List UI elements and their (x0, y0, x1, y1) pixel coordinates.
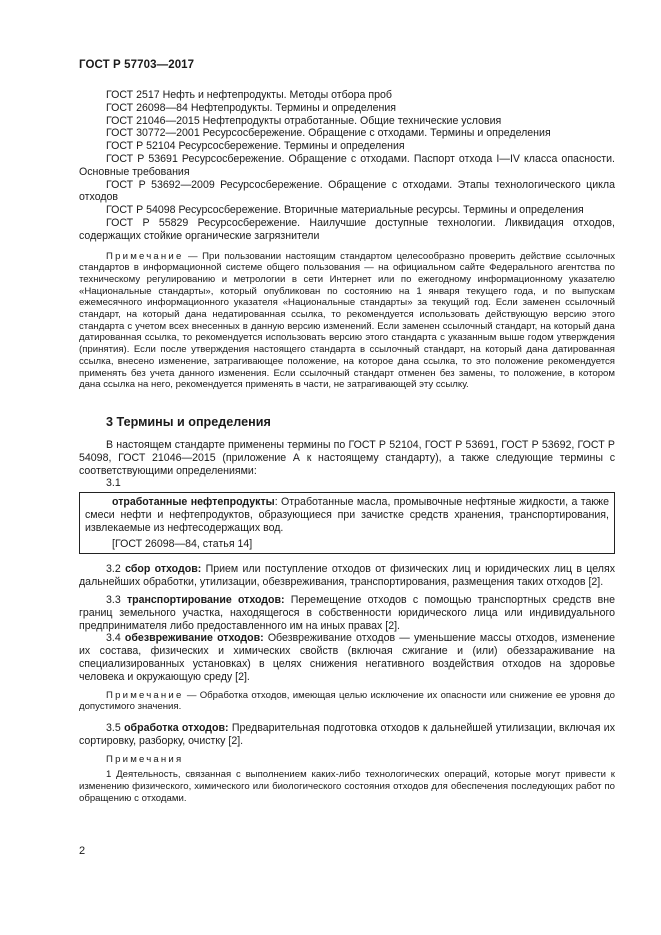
term-name: сбор отходов: (125, 563, 202, 576)
note-item: 1 Деятельность, связанная с выполнением каких-либо технологических операций, которые могут привести к изменению физического, химического или биологического состояния отходов для обеспечения последующих работ по обращению с отходами. (79, 769, 615, 804)
notes-label: Примечания (106, 753, 184, 765)
term-text: Прием или поступление отходов от физических лиц и юридических лиц в целях дальнейших обработки, утилизации, обезвреживания, транспортирования, размещения таких отходов [2]. (79, 563, 615, 589)
page-number: 2 (79, 845, 86, 857)
document-header: ГОСТ Р 57703—2017 (79, 59, 195, 71)
references-note (79, 251, 615, 391)
note-label: Примечание (106, 250, 184, 262)
term-name: транспортирование отходов: (126, 593, 285, 606)
term-source: [ГОСТ 26098—84, статья 14] (112, 537, 253, 550)
term-number: 3.3 (106, 593, 121, 606)
reference-item: ГОСТ 21046—2015 Нефтепродукты отработанные. Общие технические условия (106, 114, 502, 127)
term-text: : Отработанные масла, промывочные нефтяные жидкости, а также смеси нефти и нефтепродуктов, образующиеся при зачистке средств хранения, транспортирования, извлекаемые из нефтесодержащих вод. (85, 496, 609, 534)
reference-item: ГОСТ Р 53692—2009 Ресурсосбережение. Обращение с отходами. Этапы технологического цикла отходов (79, 178, 615, 204)
term-definition (79, 632, 615, 683)
reference-item: ГОСТ Р 52104 Ресурсосбережение. Термины и определения (106, 140, 405, 153)
reference-item: ГОСТ 26098—84 Нефтепродукты. Термины и определения (106, 101, 397, 114)
term-name: обезвреживание отходов: (124, 632, 264, 645)
term-definition (79, 594, 615, 632)
reference-item: ГОСТ 2517 Нефть и нефтепродукты. Методы отбора проб (106, 89, 392, 101)
section-intro: В настоящем стандарте применены термины по ГОСТ Р 52104, ГОСТ Р 53691, ГОСТ Р 53692, ГОСТ Р 54098, ГОСТ 21046—2015 (приложение А к настоящему стандарту), а также следующие термины с соответствующими определениями: (79, 439, 615, 477)
normative-references-list (79, 89, 615, 243)
reference-item: ГОСТ Р 53691 Ресурсосбережение. Обращение с отходами. Паспорт отхода I—IV класса опасности. Основные требования (79, 152, 615, 178)
term-number: 3.1 (106, 477, 121, 490)
note-label: Примечание (106, 689, 184, 701)
term-definition (79, 563, 615, 589)
reference-item: ГОСТ Р 55829 Ресурсосбережение. Наилучшие доступные технологии. Ликвидация отходов, содержащих стойкие органические загрязнители (79, 216, 615, 242)
term-name: отработанные нефтепродукты (112, 496, 275, 509)
term-text: Предварительная подготовка отходов к дальнейшей утилизации, включая их сортировку, разборку, очистку [2]. (79, 721, 615, 747)
term-number: 3.4 (106, 632, 121, 645)
note-text: — Обработка отходов, имеющая целью исключение их опасности или снижение ее уровня до допустимого значения. (79, 689, 615, 713)
term-number: 3.2 (106, 563, 121, 576)
term-definition-box (79, 492, 615, 554)
term-number: 3.5 (106, 721, 121, 734)
note-text: — При пользовании настоящим стандартом целесообразно проверить действие ссылочных стандартов в информационной системе общего пользования — на официальном сайте Федерального агентства по техническому регулированию и метрологии в сети Интернет или по ежегодному информационному указателю «Национальные стандарты», который опубликован по состоянию на 1 января текущего года, и по выпускам ежемесячного информационного указателя «Национальные стандарты» за текущий год. Если заменен ссылочный стандарт, на который дана недатированная ссылка, то рекомендуется использовать действующую версию этого стандарта с учетом всех внесенных в данную версию изменений. Если заменен ссылочный стандарт, на который дана датированная ссылка, то рекомендуется использовать версию этого стандарта с указанным выше годом утверждения (принятия). Если после утверждения настоящего стандарта в ссылочный стандарт, на который дана датированная ссылка, внесено изменение, затрагивающее положение, на которое дана ссылка, то это положение рекомендуется применять без учета данного изменения. Если ссылочный стандарт отменен без замены, то положение, в котором дана ссылка на него, рекомендуется применять в части, не затрагивающей эту ссылку. (79, 250, 615, 391)
term-text: Обезвреживание отходов — уменьшение массы отходов, изменение их состава, физических и химических свойств (включая сжигание и (или) обеззараживание на специализированных установках) в целях снижения негативного воздействия отходов на здоровье человека и окружающую среду [2]. (79, 632, 615, 683)
term-name: обработка отходов: (124, 721, 229, 734)
reference-item: ГОСТ Р 54098 Ресурсосбережение. Вторичные материальные ресурсы. Термины и определения (106, 204, 584, 217)
page-content (79, 89, 615, 804)
term-definition (85, 496, 609, 534)
reference-item: ГОСТ 30772—2001 Ресурсосбережение. Обращение с отходами. Термины и определения (106, 127, 551, 140)
term-definition (79, 722, 615, 748)
term-note (79, 690, 615, 713)
term-text: Перемещение отходов с помощью транспортных средств вне границ земельного участка, находящегося в собственности юридического лица или индивидуального предпринимателя либо предоставленного им на иных правах [2]. (79, 593, 615, 632)
section-heading: 3 Термины и определения (106, 415, 271, 429)
